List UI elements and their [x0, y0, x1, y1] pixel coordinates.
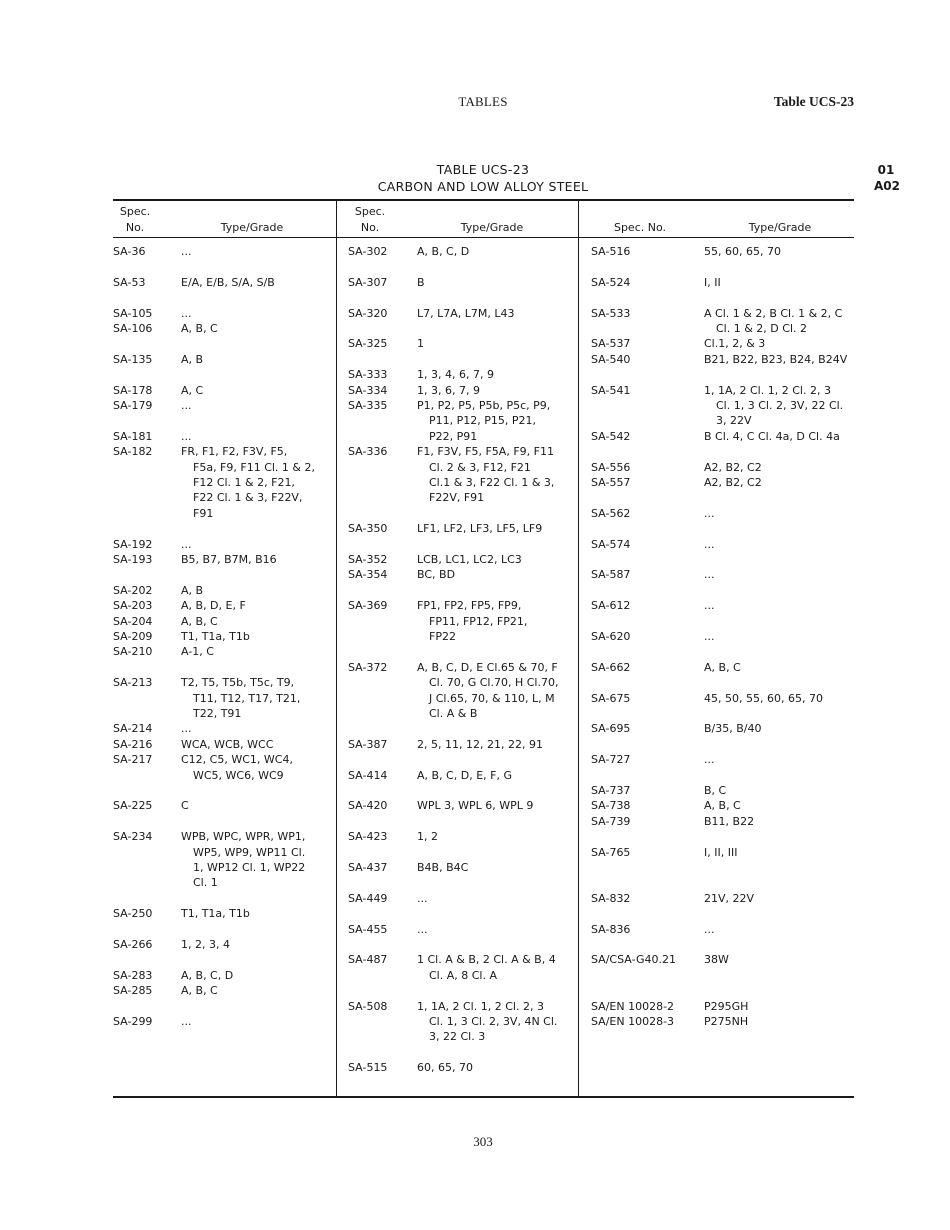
type-grade-line: C [181, 799, 189, 813]
type-grade [704, 691, 823, 706]
type-grade-line: ... [704, 599, 715, 613]
type-grade-line: 1, 2 [417, 830, 438, 844]
type-grade-line: 3, 22V [716, 414, 752, 428]
type-grade-line: 21V, 22V [704, 891, 755, 905]
type-grade [181, 937, 230, 952]
type-grade [704, 383, 843, 429]
spec-number: SA-765 [591, 845, 631, 859]
type-grade [181, 675, 300, 721]
table-bottom-rule [113, 1096, 854, 1098]
type-grade-line: F22V, F91 [429, 491, 485, 505]
type-grade-line: B Cl. 4, C Cl. 4a, D Cl. 4a [704, 429, 840, 443]
spec-number: SA/EN 10028-2 [591, 999, 675, 1013]
type-grade [417, 737, 543, 752]
spec-number: SA-524 [591, 275, 631, 289]
page-number: 303 [473, 1134, 493, 1149]
type-grade [181, 983, 218, 998]
type-grade-line: A, B, C, D, E, F, G [417, 768, 512, 782]
type-grade-line: 3, 22 Cl. 3 [429, 1030, 486, 1044]
spec-number: SA-533 [591, 306, 631, 320]
type-grade [417, 444, 554, 506]
type-grade [181, 629, 250, 644]
spec-number: SA-508 [348, 999, 388, 1013]
type-grade-line: ... [704, 537, 715, 551]
type-grade [704, 798, 741, 813]
spec-number: SA-541 [591, 383, 631, 397]
type-grade-line: FP11, FP12, FP21, [429, 614, 528, 628]
type-grade [704, 275, 721, 290]
spec-number: SA-178 [113, 383, 153, 397]
type-grade-line: 1, 2, 3, 4 [181, 938, 230, 951]
type-grade-line: 1, 3, 4, 6, 7, 9 [417, 368, 494, 382]
type-grade [704, 429, 840, 444]
type-grade-line: A2, B2, C2 [704, 476, 762, 489]
type-grade-line: B5, B7, B7M, B16 [181, 553, 277, 566]
type-grade-line: FR, F1, F2, F3V, F5, [181, 445, 288, 459]
col-header-type-grade: Type/Grade [748, 221, 812, 234]
spec-number: SA-423 [348, 830, 388, 844]
spec-number: SA-105 [113, 306, 153, 320]
spec-number: SA-217 [113, 753, 153, 767]
spec-number: SA-620 [591, 630, 631, 643]
type-grade-line: FP1, FP2, FP5, FP9, [417, 599, 522, 613]
spec-number: SA-325 [348, 337, 388, 351]
spec-number: SA-557 [591, 476, 631, 489]
type-grade [181, 244, 192, 259]
spec-number: SA-204 [113, 614, 153, 628]
type-grade-line: WPL 3, WPL 6, WPL 9 [417, 799, 534, 813]
type-grade [417, 306, 515, 321]
type-grade [181, 321, 218, 336]
type-grade-line: A, B, C, D [181, 968, 234, 982]
column-divider [578, 200, 579, 1097]
type-grade-line: P295GH [704, 999, 749, 1013]
type-grade [181, 644, 214, 659]
spec-number: SA-836 [591, 922, 631, 936]
spec-number: SA-556 [591, 460, 631, 474]
spec-number: SA-540 [591, 352, 631, 366]
type-grade [704, 952, 729, 967]
type-grade-line: T1, T1a, T1b [181, 907, 250, 921]
type-grade [181, 737, 273, 752]
spec-number: SA-234 [113, 830, 153, 844]
spec-number: SA-695 [591, 722, 631, 736]
spec-number: SA-192 [113, 537, 153, 551]
type-grade-line: ... [417, 891, 428, 905]
type-grade-line: P275NH [704, 1015, 749, 1028]
type-grade [704, 752, 715, 767]
type-grade-line: T22, T91 [193, 707, 242, 720]
spec-number: SA-210 [113, 645, 153, 659]
type-grade-line: A, B, C [704, 799, 741, 813]
type-grade-line: A, B, C [181, 322, 218, 335]
running-header-section: TABLES [458, 94, 508, 109]
spec-number: SA-285 [113, 984, 153, 998]
spec-number: SA-369 [348, 599, 388, 613]
column-divider [336, 200, 337, 1097]
type-grade-line: A, B [181, 583, 204, 597]
type-grade-line: Cl. 1 & 2, D Cl. 2 [716, 322, 807, 335]
type-grade-line: T1, T1a, T1b [181, 630, 250, 643]
spec-number: SA-727 [591, 753, 631, 767]
type-grade-line: B, C [704, 784, 727, 797]
type-grade-line: Cl.1 & 3, F22 Cl. 1 & 3, [429, 476, 555, 489]
spec-number: SA-336 [348, 445, 388, 459]
type-grade-line: ... [704, 568, 715, 582]
revision-mark: A02 [874, 179, 900, 193]
type-grade-line: ... [181, 306, 192, 320]
type-grade [704, 506, 715, 521]
type-grade-line: Cl. 1, 3 Cl. 2, 3V, 22 Cl. [716, 399, 844, 412]
type-grade [704, 598, 715, 613]
type-grade [704, 721, 762, 736]
type-grade [417, 383, 480, 398]
type-grade-line: A, B, C [181, 984, 218, 998]
spec-number: SA-209 [113, 630, 153, 643]
type-grade [704, 475, 762, 490]
spec-number: SA-352 [348, 553, 388, 566]
type-grade-line: ... [704, 506, 715, 520]
type-grade [704, 891, 754, 906]
spec-number: SA-675 [591, 691, 631, 705]
type-grade-line: F5a, F9, F11 Cl. 1 & 2, [193, 460, 315, 474]
type-grade-line: L7, L7A, L7M, L43 [417, 306, 515, 320]
type-grade-line: 1, 3, 6, 7, 9 [417, 383, 480, 397]
type-grade-line: 45, 50, 55, 60, 65, 70 [704, 691, 823, 705]
type-grade-line: F12 Cl. 1 & 2, F21, [193, 476, 295, 489]
col-header-spec-no: Spec. No. [354, 205, 386, 234]
type-grade [181, 583, 203, 598]
type-grade [704, 244, 781, 259]
type-grade-line: A-1, C [181, 645, 214, 659]
spec-number: SA-283 [113, 968, 153, 982]
type-grade [417, 829, 438, 844]
spec-number: SA-225 [113, 799, 153, 813]
spec-number: SA-179 [113, 399, 153, 412]
col-header-type-grade: Type/Grade [460, 221, 524, 234]
type-grade-line: WC5, WC6, WC9 [193, 768, 284, 782]
spec-number: SA-320 [348, 306, 388, 320]
spec-number: SA-335 [348, 399, 388, 412]
spec-number: SA-202 [113, 583, 153, 597]
type-grade-line: 1, 1A, 2 Cl. 1, 2 Cl. 2, 3 [417, 999, 544, 1013]
spec-number: SA-214 [113, 722, 153, 736]
type-grade-line: Cl.1, 2, & 3 [704, 337, 766, 351]
type-grade-line: A Cl. 1 & 2, B Cl. 1 & 2, C [704, 306, 843, 320]
type-grade-line: C12, C5, WC1, WC4, [181, 753, 293, 767]
type-grade-line: ... [181, 1015, 192, 1028]
type-grade [417, 336, 424, 351]
spec-number: SA-414 [348, 768, 388, 782]
spec-number: SA-612 [591, 599, 631, 613]
type-grade-line: A, B, D, E, F [181, 599, 246, 613]
type-grade [417, 999, 557, 1045]
type-grade [704, 1014, 748, 1029]
type-grade [181, 752, 293, 783]
type-grade [704, 999, 748, 1014]
type-grade [417, 860, 468, 875]
type-grade-line: LCB, LC1, LC2, LC3 [417, 553, 522, 566]
spec-number: SA-437 [348, 861, 388, 874]
spec-number: SA-574 [591, 537, 631, 551]
type-grade [704, 845, 737, 860]
type-grade-line: FP22 [429, 630, 456, 643]
type-grade-line: Cl. A, 8 Cl. A [429, 968, 497, 982]
type-grade-line: ... [704, 630, 715, 643]
type-grade-line: 38W [704, 953, 729, 967]
spec-number: SA-542 [591, 429, 631, 443]
type-grade-line: ... [181, 399, 192, 412]
spec-number: SA-299 [113, 1015, 153, 1028]
table-title: TABLE UCS-23 [436, 162, 530, 177]
type-grade [181, 552, 277, 567]
spec-number: SA-36 [113, 245, 146, 258]
type-grade [181, 614, 218, 629]
spec-number: SA-203 [113, 599, 153, 613]
type-grade-line: P22, P91 [429, 429, 478, 443]
type-grade [704, 336, 765, 351]
spec-number: SA-333 [348, 368, 388, 382]
type-grade-line: B21, B22, B23, B24, B24V [704, 352, 848, 366]
type-grade-line: J Cl.65, 70, & 110, L, M [429, 691, 555, 705]
type-grade-line: ... [417, 922, 428, 936]
spec-number: SA-662 [591, 660, 631, 674]
spec-number: SA-307 [348, 275, 388, 289]
col-header-spec-no: Spec. No. [613, 221, 667, 234]
col-header-spec-no: Spec. No. [119, 205, 151, 234]
type-grade-line: I, II [704, 275, 721, 289]
type-grade [417, 275, 425, 290]
spec-number: SA/EN 10028-3 [591, 1015, 675, 1028]
spec-number: SA-455 [348, 922, 388, 936]
spec-number: SA-738 [591, 799, 631, 813]
spec-number: SA-213 [113, 676, 153, 690]
type-grade [181, 721, 192, 736]
spec-number: SA-537 [591, 337, 631, 351]
type-grade-line: ... [181, 722, 192, 736]
type-grade-line: Cl. 1 [193, 876, 218, 890]
type-grade-line: Cl. A & B [429, 707, 478, 721]
type-grade [181, 444, 315, 521]
spec-number: SA-181 [113, 429, 153, 443]
type-grade-line: P11, P12, P15, P21, [429, 414, 536, 428]
type-grade-line: Cl. 1, 3 Cl. 2, 3V, 4N Cl. [429, 1015, 558, 1028]
type-grade [417, 922, 428, 937]
type-grade [704, 783, 726, 798]
type-grade-line: 1, WP12 Cl. 1, WP22 [193, 861, 306, 874]
type-grade [181, 352, 203, 367]
type-grade-line: Cl. 70, G Cl.70, H Cl.70, [429, 676, 559, 690]
type-grade-line: 2, 5, 11, 12, 21, 22, 91 [417, 737, 543, 751]
type-grade [181, 598, 246, 613]
type-grade-line: T2, T5, T5b, T5c, T9, [181, 676, 295, 690]
type-grade [704, 306, 842, 337]
type-grade [417, 798, 533, 813]
type-grade [417, 660, 558, 722]
type-grade-line: Cl. 2 & 3, F12, F21 [429, 460, 531, 474]
type-grade-line: 60, 65, 70 [417, 1061, 473, 1075]
spec-number: SA-739 [591, 814, 631, 828]
type-grade-line: I, II, III [704, 845, 738, 859]
spec-number: SA-587 [591, 568, 631, 582]
type-grade [417, 1060, 473, 1075]
type-grade [704, 537, 715, 552]
type-grade-line: BC, BD [417, 568, 456, 582]
spec-number: SA-515 [348, 1061, 388, 1075]
type-grade-line: B11, B22 [704, 814, 755, 828]
revision-mark: 01 [877, 163, 895, 177]
spec-number: SA-449 [348, 891, 388, 905]
spec-number: SA-487 [348, 953, 388, 967]
type-grade-line: A, B, C, D [417, 245, 470, 258]
type-grade [417, 521, 542, 536]
type-grade-line: 55, 60, 65, 70 [704, 245, 781, 258]
type-grade [181, 275, 275, 290]
type-grade-line: WP5, WP9, WP11 Cl. [193, 845, 306, 859]
type-grade-line: A, C [181, 383, 204, 397]
type-grade-line: B4B, B4C [417, 861, 469, 874]
header-rule [113, 237, 854, 238]
table-top-rule [113, 199, 854, 201]
type-grade-line: WCA, WCB, WCC [181, 737, 274, 751]
spec-number: SA-193 [113, 553, 153, 566]
spec-number: SA-250 [113, 907, 153, 921]
type-grade [417, 567, 455, 582]
running-header-table-ref: Table UCS-23 [773, 94, 854, 109]
type-grade-line: A2, B2, C2 [704, 460, 762, 474]
spec-number: SA-562 [591, 506, 631, 520]
type-grade [417, 552, 522, 567]
type-grade [704, 352, 847, 367]
type-grade-line: P1, P2, P5, P5b, P5c, P9, [417, 399, 551, 412]
spec-number: SA-266 [113, 938, 153, 951]
type-grade [181, 829, 305, 891]
type-grade [704, 567, 715, 582]
type-grade-line: 1, 1A, 2 Cl. 1, 2 Cl. 2, 3 [704, 383, 831, 397]
type-grade [181, 398, 192, 413]
type-grade-line: ... [704, 922, 715, 936]
spec-number: SA-182 [113, 445, 153, 459]
spec-number: SA-302 [348, 245, 388, 258]
type-grade-line: F22 Cl. 1 & 3, F22V, [193, 491, 303, 505]
spec-number: SA-737 [591, 784, 631, 797]
type-grade [417, 398, 550, 444]
type-grade [181, 968, 233, 983]
spec-number: SA-372 [348, 660, 388, 674]
type-grade [417, 891, 428, 906]
col-header-type-grade: Type/Grade [220, 221, 284, 234]
table-subtitle: CARBON AND LOW ALLOY STEEL [377, 179, 589, 194]
spec-number: SA-350 [348, 522, 388, 536]
type-grade-line: A, B, C [704, 660, 741, 674]
type-grade [417, 768, 512, 783]
type-grade [181, 429, 192, 444]
type-grade-line: ... [181, 429, 192, 443]
type-grade-line: 1 Cl. A & B, 2 Cl. A & B, 4 [417, 953, 556, 967]
type-grade-line: ... [181, 245, 192, 258]
type-grade [181, 537, 192, 552]
spec-number: SA-53 [113, 275, 146, 289]
type-grade-line: B [417, 275, 425, 289]
type-grade-line: ... [704, 753, 715, 767]
type-grade-line: F1, F3V, F5, F5A, F9, F11 [417, 445, 554, 459]
spec-number: SA-420 [348, 799, 388, 813]
type-grade [704, 629, 715, 644]
type-grade-line: WPB, WPC, WPR, WP1, [181, 830, 306, 844]
type-grade-line: ... [181, 537, 192, 551]
type-grade [704, 460, 762, 475]
type-grade [704, 660, 741, 675]
type-grade [704, 814, 754, 829]
type-grade [417, 598, 527, 644]
type-grade [181, 383, 203, 398]
type-grade [181, 906, 250, 921]
spec-number: SA-135 [113, 352, 153, 366]
type-grade-line: LF1, LF2, LF3, LF5, LF9 [417, 522, 543, 536]
spec-number: SA-334 [348, 383, 388, 397]
spec-number: SA-387 [348, 737, 388, 751]
type-grade-line: A, B, C [181, 614, 218, 628]
type-grade [181, 1014, 192, 1029]
spec-number: SA-216 [113, 737, 153, 751]
type-grade-line: B/35, B/40 [704, 722, 762, 736]
type-grade [181, 798, 189, 813]
type-grade [417, 952, 556, 983]
spec-number: SA-516 [591, 245, 631, 258]
spec-number: SA-832 [591, 891, 631, 905]
type-grade [704, 922, 715, 937]
type-grade-line: E/A, E/B, S/A, S/B [181, 275, 275, 289]
spec-number: SA-106 [113, 322, 153, 335]
type-grade [417, 367, 494, 382]
type-grade-line: T11, T12, T17, T21, [193, 691, 301, 705]
spec-number: SA-354 [348, 568, 388, 582]
spec-number: SA/CSA-G40.21 [591, 953, 676, 967]
type-grade-line: F91 [193, 506, 214, 520]
type-grade-line: 1 [417, 337, 424, 351]
type-grade [181, 306, 192, 321]
type-grade [417, 244, 469, 259]
type-grade-line: A, B [181, 352, 204, 366]
type-grade-line: A, B, C, D, E Cl.65 & 70, F [417, 660, 558, 674]
